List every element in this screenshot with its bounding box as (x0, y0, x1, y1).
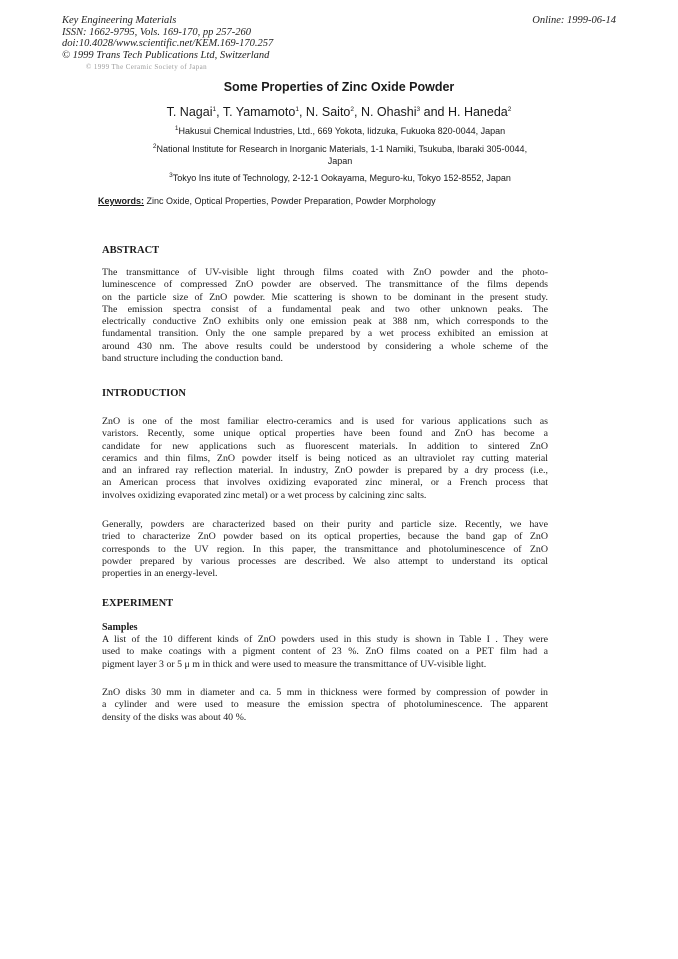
text-line: on the particle size of ZnO powder. Mie scattering is shown to be dominant in the present study. (102, 291, 548, 303)
author-affiliation-mark: 2 (350, 105, 354, 113)
text-line: corresponds to the UV region. In this paper, the transmittance and photoluminescence of ZnO (102, 543, 548, 555)
author-affiliation-mark: 2 (507, 105, 512, 113)
text-line: powder prepared by various processes are described. We also attempt to understand its optical (102, 555, 548, 567)
affiliation-text: Tokyo Ins itute of Technology, 2-12-1 Ookayama, Meguro-ku, Tokyo 152-8552, Japan (172, 173, 511, 183)
abstract-heading: ABSTRACT (102, 245, 160, 256)
author-name: H. Haneda (447, 105, 508, 119)
affiliation-3 (90, 172, 590, 184)
text-line: used to make coatings with a pigment content of 23 %. ZnO films coated on a PET film had a (102, 646, 548, 658)
text-line: A list of the 10 different kinds of ZnO powders used in this study is shown in Table I . They were (102, 634, 548, 645)
introduction-heading: INTRODUCTION (102, 388, 187, 399)
text-line: electrically conductive ZnO exhibits only one emission peak at 388 nm, which corresponds to the (102, 316, 548, 328)
text-line: around 430 nm. The above results could be understood by considering a whole scheme of the (102, 340, 548, 352)
experiment-heading: EXPERIMENT (102, 598, 174, 609)
journal-name: Key Engineering Materials (62, 15, 177, 26)
text-line: candidate for new applications such as fluorescent materials. In addition to sintered ZnO (102, 440, 548, 452)
keywords (98, 196, 436, 206)
text-line: luminescence of compressed ZnO powder are observed. The transmittance of the films depends (102, 279, 548, 291)
journal-header (62, 15, 273, 61)
text-line: tried to characterize ZnO powder based on its optical properties, because the band gap of ZnO (102, 531, 548, 543)
author-affiliation-mark: 1 (212, 105, 217, 113)
author-separator: , (216, 105, 223, 119)
text-line: involves oxidizing evaporated zinc metal) or a wet process by calcining zinc salts. (102, 489, 427, 501)
samples-paragraph-2 (102, 687, 548, 724)
journal-doi: doi:10.4028/www.scientific.net/KEM.169-170.257 (62, 38, 274, 50)
author-separator: and (420, 105, 448, 119)
keywords-label: Keywords: (98, 196, 145, 206)
text-line: pigment layer 3 or 5 μ m in thick and were used to measure the transmittance of UV-visible light. (102, 658, 487, 670)
author-affiliation-mark: 3 (416, 105, 421, 113)
affiliation-2 (90, 143, 590, 167)
author-name: T. Nagai (166, 105, 213, 119)
author-name: N. Ohashi (360, 105, 417, 119)
text-line: and an infrared ray reflection material. In industry, ZnO powder is prepared by a dry process (i.e., (102, 465, 548, 477)
samples-paragraph-1 (102, 634, 548, 671)
author-name: N. Saito (305, 105, 351, 119)
text-line: The transmittance of UV-visible light through films coated with ZnO powder and the photo- (102, 267, 548, 278)
journal-copyright: © 1999 Trans Tech Publications Ltd, Switzerland (62, 49, 270, 61)
text-line: density of the disks was about 40 %. (102, 711, 247, 723)
affiliation-mark: 2 (152, 143, 157, 150)
text-line: band structure including the conduction band. (102, 353, 283, 365)
text-line: ZnO is one of the most familiar electro-ceramics and is used for various applications such as (102, 416, 548, 427)
text-line: a cylinder and were used to measure the emission spectra of photoluminescence. The apparent (102, 699, 548, 711)
abstract-paragraph (102, 267, 548, 365)
author-affiliation-mark: 1 (295, 105, 299, 113)
affiliation-text: Hakusui Chemical Industries, Ltd., 669 Yokota, Iidzuka, Fukuoka 820-0044, Japan (178, 126, 506, 136)
online-date: Online: 1999-06-14 (532, 15, 616, 26)
paper-title: Some Properties of Zinc Oxide Powder (223, 80, 455, 94)
affiliation-text: National Institute for Research in Inorganic Materials, 1-1 Namiki, Tsukuba, Ibaraki 305-0044, (156, 144, 528, 154)
author-separator: , (298, 105, 306, 119)
affiliation-text-cont: Japan (327, 156, 353, 166)
introduction-paragraph-1 (102, 416, 548, 502)
text-line: fundamental transition. Only the one sample prepared by a wet process exhibited an emission at (102, 328, 548, 340)
author-name: T. Yamamoto (222, 105, 296, 119)
text-line: varistors. Recently, some unique optical properties have been found and ZnO has become a (102, 428, 548, 440)
samples-subheading: Samples (102, 622, 138, 633)
text-line: ceramics and thin films, ZnO powder itself is being noticed as an ultraviolet ray cutting material (102, 452, 548, 464)
affiliation-mark: 1 (174, 125, 179, 132)
journal-issn: ISSN: 1662-9795, Vols. 169-170, pp 257-260 (62, 26, 251, 38)
text-line: an American process that involves oxidizing evaporated zinc mineral, or a French process that (102, 477, 548, 489)
text-line: properties in an energy-level. (102, 568, 218, 580)
text-line: ZnO disks 30 mm in diameter and ca. 5 mm in thickness were formed by compression of powder in (102, 687, 548, 698)
author-list (0, 105, 678, 119)
introduction-paragraph-2 (102, 519, 548, 580)
author-separator: , (354, 105, 361, 119)
keywords-text: Zinc Oxide, Optical Properties, Powder Preparation, Powder Morphology (144, 196, 436, 206)
faded-copyright: © 1999 The Ceramic Society of Japan (86, 63, 208, 71)
affiliation-1 (90, 125, 590, 137)
text-line: Generally, powders are characterized based on their purity and particle size. Recently, we have (102, 519, 548, 530)
affiliation-mark: 3 (169, 172, 173, 179)
text-line: The emission spectra consist of a fundamental peak and two other unknown peaks. The (102, 303, 548, 315)
